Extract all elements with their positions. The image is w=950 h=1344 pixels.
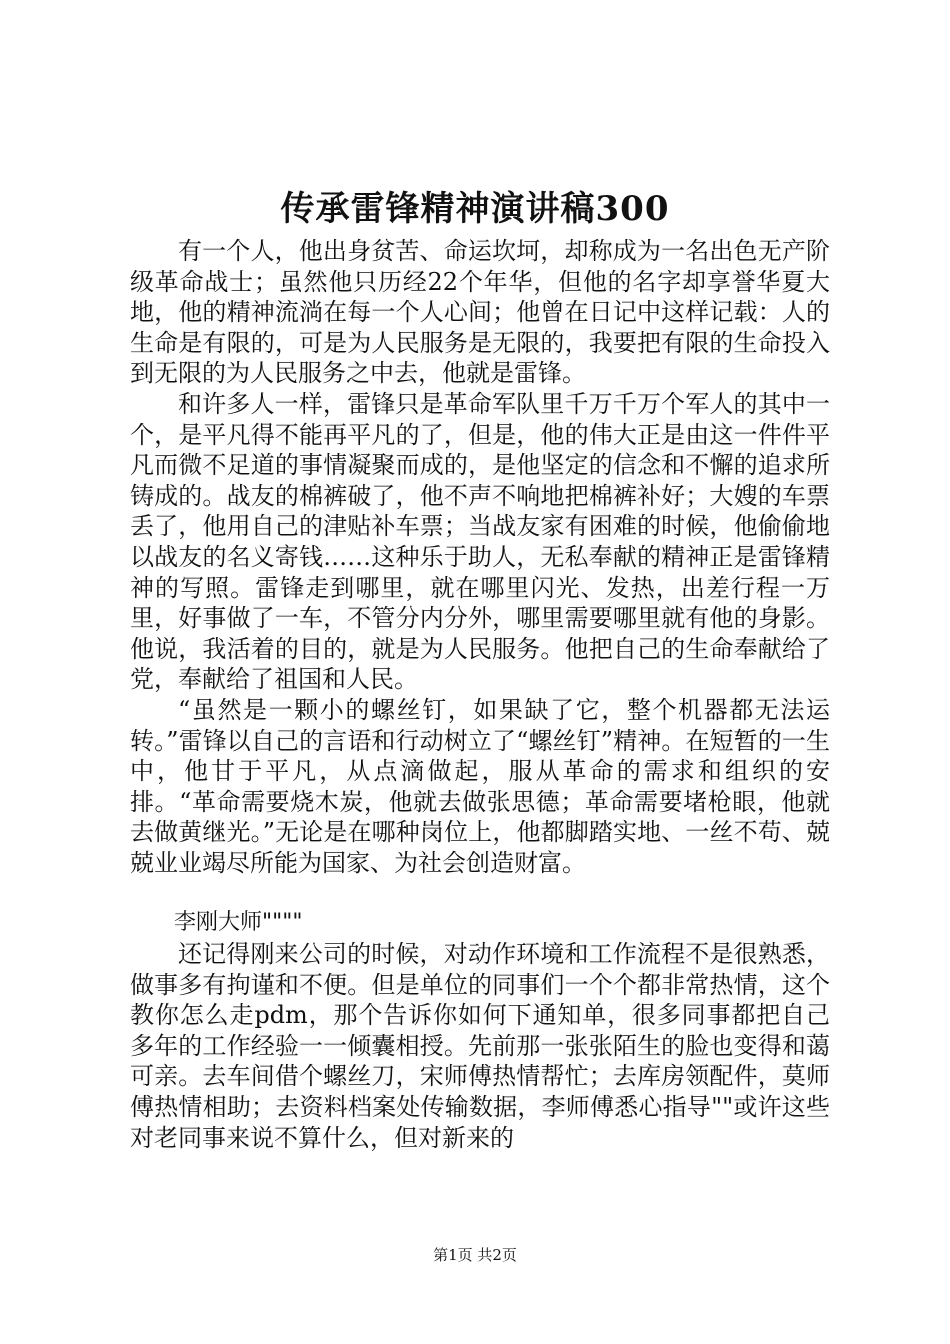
signature-line: 李刚大师"""" [174,910,303,936]
paragraph-3: “虽然是一颗小的螺丝钉，如果缺了它，整个机器都无法运转。”雷锋以自己的言语和行动树立了“螺丝钉”精神。在短暂的一生中，他甘于平凡，从点滴做起，服从革命的需求和组织的安排。“革命需要烧木炭，他就去做张思德；革命需要堵枪眼，他就去做黄继光。”无论是在哪种岗位上，他都脚踏实地、一丝不苟、兢兢业业竭尽所能为国家、为社会创造财富。 [130,695,830,877]
document-body [130,236,830,1153]
document-title: 传承雷锋精神演讲稿300 [280,189,670,229]
paragraph-1: 有一个人，他出身贫苦、命运坎坷，却称成为一名出色无产阶级革命战士；虽然他只历经22个年华，但他的名字却享誉华夏大地，他的精神流淌在每一个人心间；他曾在日记中这样记载：人的生命是有限的，可是为人民服务是无限的，我要把有限的生命投入到无限的为人民服务之中去，他就是雷锋。 [130,237,830,388]
paragraph-4: 还记得刚来公司的时候，对动作环境和工作流程不是很熟悉，做事多有拘谨和不便。但是单位的同事们一个个都非常热情，这个教你怎么走pdm，那个告诉你如何下通知单，很多同事都把自己多年的工作经验一一倾囊相授。先前那一张张陌生的脸也变得和蔼可亲。去车间借个螺丝刀，宋师傅热情帮忙；去库房领配件，莫师傅热情相助；去资料档案处传输数据，李师傅悉心指导""或许这些对老同事来说不算什么，但对新来的 [130,940,830,1152]
page-footer: 第1页 共2页 [433,1246,517,1264]
paragraph-2: 和许多人一样，雷锋只是革命军队里千万千万个军人的其中一个，是平凡得不能再平凡的了，但是，他的伟大正是由这一件件平凡而微不足道的事情凝聚而成的，是他坚定的信念和不懈的追求所铸成的。战友的棉裤破了，他不声不响地把棉裤补好；大嫂的车票丢了，他用自己的津贴补车票；当战友家有困难的时候，他偷偷地以战友的名义寄钱……这种乐于助人，无私奉献的精神正是雷锋精神的写照。雷锋走到哪里，就在哪里闪光、发热，出差行程一万里，好事做了一车，不管分内分外，哪里需要哪里就有他的身影。他说，我活着的目的，就是为人民服务。他把自己的生命奉献给了党，奉献给了祖国和人民。 [130,389,830,694]
